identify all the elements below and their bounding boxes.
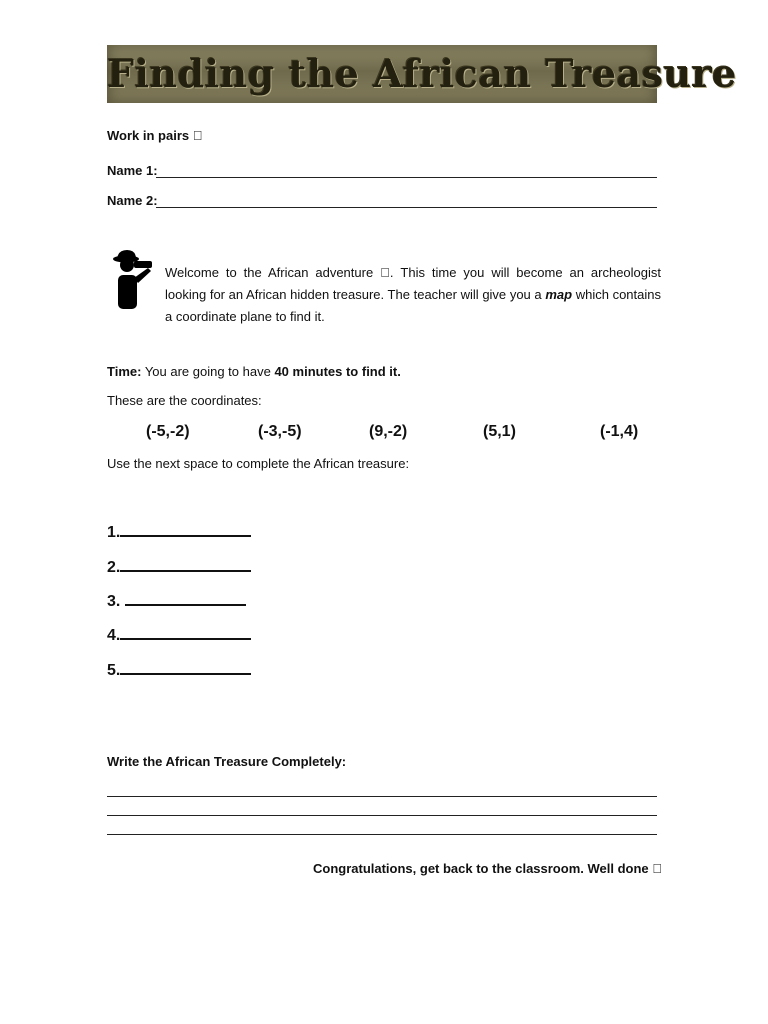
name2-label: Name 2: xyxy=(107,193,158,208)
time-text: You are going to have xyxy=(141,364,275,379)
answer-number: 1. xyxy=(107,524,121,541)
coordinate: (5,1) xyxy=(483,423,516,440)
write-heading: Write the African Treasure Completely: xyxy=(107,754,347,769)
answer-number: 4. xyxy=(107,627,121,644)
closing-message: Congratulations, get back to the classroom. Well done xyxy=(326,861,662,876)
answer-blank[interactable] xyxy=(120,556,251,572)
banner-title: Finding the African Treasure xyxy=(107,51,737,96)
explorer-with-binoculars-icon xyxy=(110,250,154,312)
complete-instruction: Use the next space to complete the African treasure: xyxy=(107,456,410,471)
welcome-paragraph xyxy=(165,262,661,328)
time-line xyxy=(107,364,401,380)
welcome-text-1: Welcome to the African adventure . This time you will become an archeologist looking for an African hidden treasure. The teacher will give you a xyxy=(165,265,661,302)
map-word: map xyxy=(527,287,554,302)
answer-1 xyxy=(107,521,251,542)
welcome-text-2: which contains a coordinate plane to find it. xyxy=(165,287,661,324)
time-label: Time: xyxy=(107,364,142,379)
coordinate: (9,-2) xyxy=(369,423,408,440)
coordinates-intro: These are the coordinates: xyxy=(107,393,262,408)
writing-line[interactable] xyxy=(107,834,657,835)
name2-field[interactable] xyxy=(156,207,657,208)
name1-field[interactable] xyxy=(156,177,657,178)
answer-3 xyxy=(107,590,246,611)
work-in-pairs: Work in pairs xyxy=(107,128,190,143)
writing-line[interactable] xyxy=(107,815,657,816)
answer-number: 5. xyxy=(107,662,121,679)
title-banner xyxy=(107,45,737,103)
answer-5 xyxy=(107,659,251,680)
answer-2 xyxy=(107,556,251,577)
answer-blank[interactable] xyxy=(125,590,246,606)
time-bold: 40 minutes to find it. xyxy=(274,364,401,379)
answer-number: 3. xyxy=(107,593,125,610)
coordinate: (-1,4) xyxy=(600,423,639,440)
coordinate: (-3,-5) xyxy=(258,423,302,440)
answer-blank[interactable] xyxy=(120,659,251,675)
answer-blank[interactable] xyxy=(120,624,251,640)
coordinate: (-5,-2) xyxy=(146,423,190,440)
writing-line[interactable] xyxy=(107,796,657,797)
answer-4 xyxy=(107,624,251,645)
name1-label: Name 1: xyxy=(107,163,158,178)
answer-number: 2. xyxy=(107,559,121,576)
answer-blank[interactable] xyxy=(120,521,251,537)
